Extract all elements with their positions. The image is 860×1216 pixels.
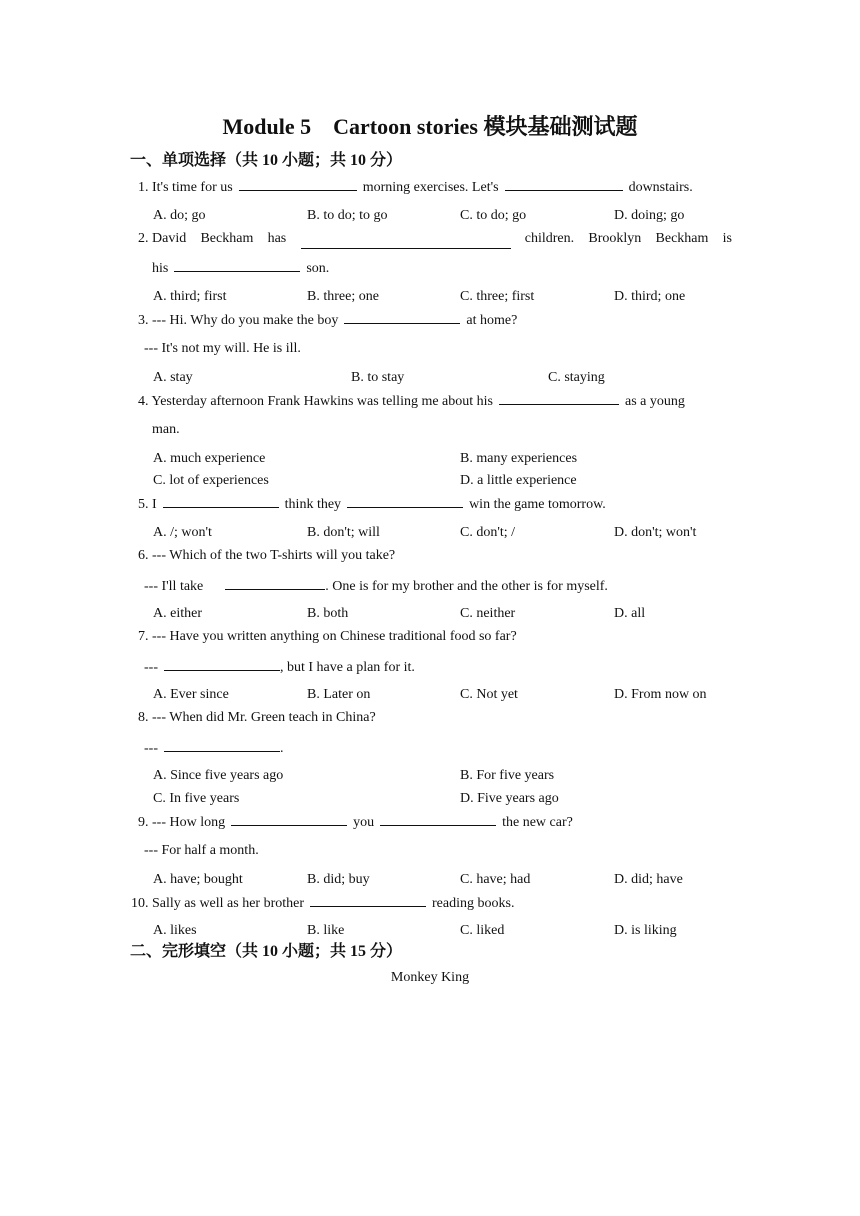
question-text: . [280,741,284,756]
question-text: at home? [466,313,518,328]
option-b: B. For five years [460,768,555,783]
page-title [0,112,860,142]
option-c: C. Not yet [460,687,518,702]
question-text: --- Hi. Why do you make the boy [152,313,339,328]
question-8 [138,708,376,728]
question-text: the new car? [502,815,573,830]
question-number: 8. [138,710,149,725]
question-7-reply [144,657,415,678]
option-d: D. Five years ago [460,791,559,806]
answer-blank [239,177,357,191]
question-text: win the game tomorrow. [469,497,606,512]
option-b: B. Later on [307,687,371,702]
question-text: think they [284,497,342,512]
question-4-continued: man. [152,422,180,437]
module-label: Module 5 [222,114,312,139]
question-number: 2. [138,231,149,246]
question-text: --- How long [152,815,226,830]
question-number: 9. [138,815,149,830]
option-b: B. to do; to go [307,208,388,223]
question-number: 4. [138,394,149,409]
question-number: 7. [138,629,149,644]
option-c: C. don't; / [460,525,516,540]
question-8-reply [144,738,284,759]
answer-blank [164,738,280,752]
answer-blank [225,576,325,590]
option-b: B. to stay [351,370,405,385]
question-text: --- [144,741,158,756]
question-text: --- When did Mr. Green teach in China? [152,710,376,725]
question-text: morning exercises. Let's [362,180,499,195]
question-number: 3. [138,313,149,328]
option-b: B. both [307,606,349,621]
option-a: A. have; bought [153,872,243,887]
option-d: D. don't; won't [614,525,697,540]
section-heading-multiple-choice: 一、单项选择（共 10 小题；共 10 分） [130,152,403,169]
question-3 [138,310,517,331]
option-c: C. staying [548,370,605,385]
option-a: A. stay [153,370,193,385]
question-text: is [722,231,732,246]
option-d: D. third; one [614,289,686,304]
question-text: downstairs. [628,180,693,195]
option-b: B. don't; will [307,525,380,540]
option-d: D. From now on [614,687,707,702]
option-c: C. liked [460,923,505,938]
question-text: David [152,231,187,246]
question-9-reply: --- For half a month. [144,843,259,858]
answer-blank [164,657,280,671]
question-text: you [353,815,375,830]
module-name: Cartoon stories 模块基础测试题 [333,114,638,139]
section-heading-cloze: 二、完形填空（共 10 小题；共 15 分） [130,943,403,960]
option-a: A. much experience [153,451,266,466]
answer-blank [174,258,300,272]
question-text: reading books. [432,896,515,911]
question-text: Sally as well as her brother [152,896,305,911]
question-number: 6. [138,548,149,563]
option-a: A. /; won't [153,525,212,540]
question-text: Yesterday afternoon Frank Hawkins was telling me about his [151,394,494,409]
question-text: Beckham [200,231,254,246]
option-c: C. neither [460,606,516,621]
option-c: C. to do; go [460,208,527,223]
option-d: D. all [614,606,646,621]
question-number: 10. [131,896,149,911]
option-c: C. have; had [460,872,531,887]
question-text: has [267,231,287,246]
option-d: D. doing; go [614,208,685,223]
question-text: Beckham [655,231,709,246]
option-a: A. either [153,606,202,621]
question-text: It's time for us [152,180,233,195]
question-text: as a young [625,394,685,409]
question-text: --- Have you written anything on Chinese traditional food so far? [152,629,517,644]
question-text: , but I have a plan for it. [280,660,415,675]
question-2-continued [152,258,329,279]
question-text: children. [524,231,575,246]
option-b: B. three; one [307,289,379,304]
option-a: A. Ever since [153,687,229,702]
question-7 [138,627,517,647]
question-text: his [152,261,169,276]
question-6-reply [144,576,608,597]
question-2 [152,229,732,249]
question-number: 1. [138,180,149,195]
question-text: Brooklyn [588,231,642,246]
option-d: D. a little experience [460,473,577,488]
question-9 [138,812,573,833]
answer-blank [347,494,463,508]
question-number: 5. [138,497,149,512]
option-c: C. lot of experiences [153,473,269,488]
question-text: I [152,497,157,512]
question-6 [138,546,395,566]
question-text: --- I'll take [144,579,204,594]
question-5 [138,494,606,515]
answer-blank [231,812,347,826]
question-text: . One is for my brother and the other is for myself. [325,579,608,594]
question-text: --- [144,660,158,675]
option-b: B. many experiences [460,451,578,466]
question-1 [138,177,693,198]
option-a: A. do; go [153,208,206,223]
answer-blank [310,893,426,907]
answer-blank [163,494,279,508]
option-a: A. likes [153,923,197,938]
question-text: son. [306,261,330,276]
answer-blank [499,391,619,405]
option-c: C. three; first [460,289,535,304]
question-4 [138,391,685,412]
answer-blank [344,310,460,324]
option-d: D. is liking [614,923,677,938]
answer-blank [505,177,623,191]
question-10 [131,893,514,914]
option-b: B. did; buy [307,872,370,887]
answer-blank [301,235,511,249]
option-d: D. did; have [614,872,683,887]
answer-blank [380,812,496,826]
option-b: B. like [307,923,345,938]
option-a: A. third; first [153,289,227,304]
question-text: --- Which of the two T-shirts will you take? [152,548,396,563]
passage-title: Monkey King [390,970,470,985]
question-3-reply: --- It's not my will. He is ill. [144,341,301,356]
option-a: A. Since five years ago [153,768,284,783]
option-c: C. In five years [153,791,240,806]
